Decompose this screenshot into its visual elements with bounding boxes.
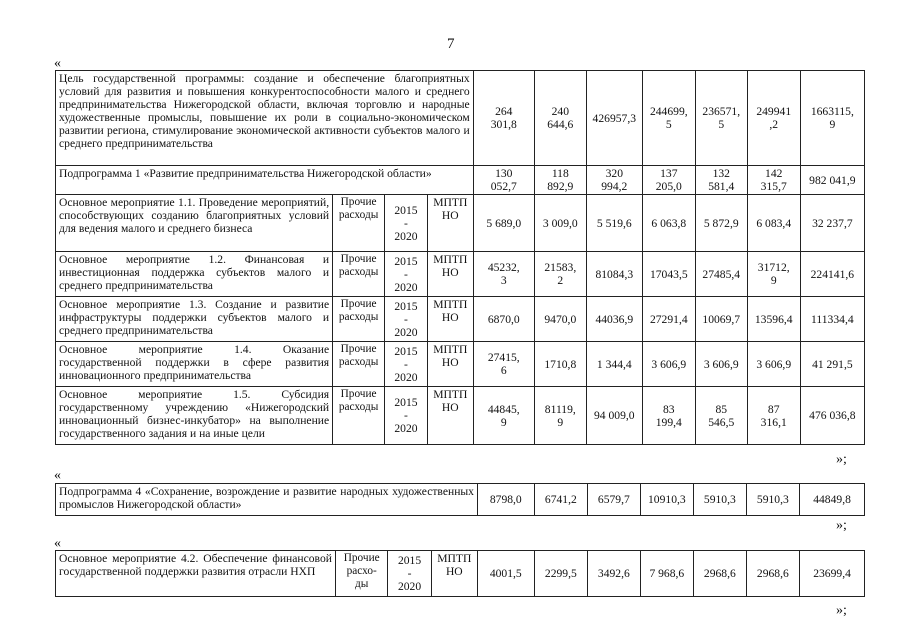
quote-open-2: « bbox=[54, 468, 61, 483]
quote-open-3: « bbox=[54, 536, 61, 551]
row-text: Основное мероприятие 1.2. Финансовая и инвестиционная поддержка субъектов малого и среднего предпринимательства bbox=[56, 252, 333, 297]
row-v4: 83 199,4 bbox=[642, 387, 695, 445]
row-executor: МПТП НО bbox=[427, 387, 473, 445]
sub1-v1: 130 052,7 bbox=[473, 166, 534, 195]
row-v3: 94 009,0 bbox=[586, 387, 642, 445]
goal-text: Цель государственной программы: создание и обеспечение благоприятных условий для развития и повышения конкурентоспособности малого и среднего предпринимательства Нижегородской области, включая торговлю и народные художественные промыслы, повышение их роли в социально-экономическом развитии региона, стимулирование экономической активности субъектов малого и среднего предпринимательства bbox=[56, 71, 474, 166]
row-v5: 10069,7 bbox=[695, 297, 747, 342]
row-v1: 5 689,0 bbox=[473, 195, 534, 252]
row-v2: 21583, 2 bbox=[534, 252, 586, 297]
row-v5: 5 872,9 bbox=[695, 195, 747, 252]
row-v1: 45232, 3 bbox=[473, 252, 534, 297]
m42-executor: МПТП НО bbox=[431, 551, 477, 597]
row-v2: 9470,0 bbox=[534, 297, 586, 342]
row-source: Прочие расходы bbox=[333, 342, 385, 387]
goal-v6: 249941 ,2 bbox=[747, 71, 800, 166]
goal-v7: 1663115, 9 bbox=[800, 71, 864, 166]
sub1-v3: 320 994,2 bbox=[586, 166, 642, 195]
row-v2: 1710,8 bbox=[534, 342, 586, 387]
row-period: 2015 - 2020 bbox=[385, 195, 428, 252]
sub4-v7: 44849,8 bbox=[800, 484, 865, 516]
row-v6: 13596,4 bbox=[747, 297, 800, 342]
m42-v6: 2968,6 bbox=[746, 551, 800, 597]
row-v6: 87 316,1 bbox=[747, 387, 800, 445]
sub4-v1: 8798,0 bbox=[477, 484, 534, 516]
sub4-row bbox=[56, 484, 865, 516]
row-v1: 6870,0 bbox=[473, 297, 534, 342]
goal-v5: 236571, 5 bbox=[695, 71, 747, 166]
row-executor: МПТП НО bbox=[427, 342, 473, 387]
m42-v5: 2968,6 bbox=[694, 551, 746, 597]
row-v7: 476 036,8 bbox=[800, 387, 864, 445]
sub1-row bbox=[56, 166, 865, 195]
row-executor: МПТП НО bbox=[427, 195, 473, 252]
row-text: Основное мероприятие 1.1. Проведение мероприятий, способствующих созданию благоприятных условий для ведения малого и среднего бизнеса bbox=[56, 195, 333, 252]
row-v5: 85 546,5 bbox=[695, 387, 747, 445]
m42-v2: 2299,5 bbox=[534, 551, 588, 597]
row-v3: 81084,3 bbox=[586, 252, 642, 297]
row-v7: 32 237,7 bbox=[800, 195, 864, 252]
sub1-v2: 118 892,9 bbox=[534, 166, 586, 195]
m42-v7: 23699,4 bbox=[800, 551, 865, 597]
sub1-v6: 142 315,7 bbox=[747, 166, 800, 195]
goal-v1: 264 301,8 bbox=[473, 71, 534, 166]
subprogram4-table bbox=[55, 483, 865, 516]
row-v1: 27415, 6 bbox=[473, 342, 534, 387]
row-v4: 6 063,8 bbox=[642, 195, 695, 252]
row-v5: 3 606,9 bbox=[695, 342, 747, 387]
sub4-v6: 5910,3 bbox=[746, 484, 800, 516]
row-source: Прочие расходы bbox=[333, 195, 385, 252]
sub4-v5: 5910,3 bbox=[694, 484, 746, 516]
row-period: 2015 - 2020 bbox=[385, 387, 428, 445]
sub1-v7: 982 041,9 bbox=[800, 166, 864, 195]
quote-open-1: « bbox=[54, 56, 61, 71]
goal-row bbox=[56, 71, 865, 166]
table-row bbox=[56, 342, 865, 387]
row-period: 2015 - 2020 bbox=[385, 342, 428, 387]
row-v4: 3 606,9 bbox=[642, 342, 695, 387]
row-v3: 1 344,4 bbox=[586, 342, 642, 387]
row-text: Основное мероприятие 1.5. Субсидия государственному учреждению «Нижегородский инновационный бизнес-инкубатор» на выполнение государственного задания и на иные цели bbox=[56, 387, 333, 445]
row-executor: МПТП НО bbox=[427, 252, 473, 297]
measure42-table bbox=[55, 550, 865, 597]
row-v4: 17043,5 bbox=[642, 252, 695, 297]
sub1-v5: 132 581,4 bbox=[695, 166, 747, 195]
row-source: Прочие расходы bbox=[333, 297, 385, 342]
row-period: 2015 - 2020 bbox=[385, 297, 428, 342]
table-row bbox=[56, 252, 865, 297]
row-v7: 111334,4 bbox=[800, 297, 864, 342]
sub4-v4: 10910,3 bbox=[640, 484, 694, 516]
m42-period: 2015 - 2020 bbox=[388, 551, 431, 597]
row-v6: 31712, 9 bbox=[747, 252, 800, 297]
sub4-v2: 6741,2 bbox=[534, 484, 588, 516]
quote-close-3: »; bbox=[836, 603, 847, 618]
m42-row bbox=[56, 551, 865, 597]
row-v3: 5 519,6 bbox=[586, 195, 642, 252]
table-row bbox=[56, 297, 865, 342]
m42-v3: 3492,6 bbox=[588, 551, 640, 597]
m42-v4: 7 968,6 bbox=[640, 551, 694, 597]
row-v3: 44036,9 bbox=[586, 297, 642, 342]
row-executor: МПТП НО bbox=[427, 297, 473, 342]
row-v4: 27291,4 bbox=[642, 297, 695, 342]
row-v1: 44845, 9 bbox=[473, 387, 534, 445]
main-program-table bbox=[55, 70, 865, 445]
sub1-text: Подпрограмма 1 «Развитие предпринимательства Нижегородской области» bbox=[56, 166, 474, 195]
row-v6: 3 606,9 bbox=[747, 342, 800, 387]
goal-v4: 244699, 5 bbox=[642, 71, 695, 166]
sub4-v3: 6579,7 bbox=[588, 484, 640, 516]
row-v7: 41 291,5 bbox=[800, 342, 864, 387]
sub1-v4: 137 205,0 bbox=[642, 166, 695, 195]
row-v6: 6 083,4 bbox=[747, 195, 800, 252]
table-row bbox=[56, 195, 865, 252]
row-v7: 224141,6 bbox=[800, 252, 864, 297]
table-row bbox=[56, 387, 865, 445]
row-source: Прочие расходы bbox=[333, 387, 385, 445]
sub4-text: Подпрограмма 4 «Сохранение, возрождение и развитие народных художественных промыслов Нижегородской области» bbox=[56, 484, 478, 516]
row-v2: 3 009,0 bbox=[534, 195, 586, 252]
goal-v3: 426957,3 bbox=[586, 71, 642, 166]
row-text: Основное мероприятие 1.3. Создание и развитие инфраструктуры поддержки субъектов малого и среднего предпринимательства bbox=[56, 297, 333, 342]
row-source: Прочие расходы bbox=[333, 252, 385, 297]
row-period: 2015 - 2020 bbox=[385, 252, 428, 297]
row-v5: 27485,4 bbox=[695, 252, 747, 297]
quote-close-2: »; bbox=[836, 518, 847, 533]
row-v2: 81119, 9 bbox=[534, 387, 586, 445]
row-text: Основное мероприятие 1.4. Оказание государственной поддержки в сфере развития инновационного предпринимательства bbox=[56, 342, 333, 387]
goal-v2: 240 644,6 bbox=[534, 71, 586, 166]
page-number: 7 bbox=[447, 36, 455, 52]
quote-close-1: »; bbox=[836, 452, 847, 467]
m42-text: Основное мероприятие 4.2. Обеспечение финансовой государственной поддержки развития отрасли НХП bbox=[56, 551, 336, 597]
m42-v1: 4001,5 bbox=[477, 551, 534, 597]
m42-source: Прочие расхо- ды bbox=[335, 551, 387, 597]
